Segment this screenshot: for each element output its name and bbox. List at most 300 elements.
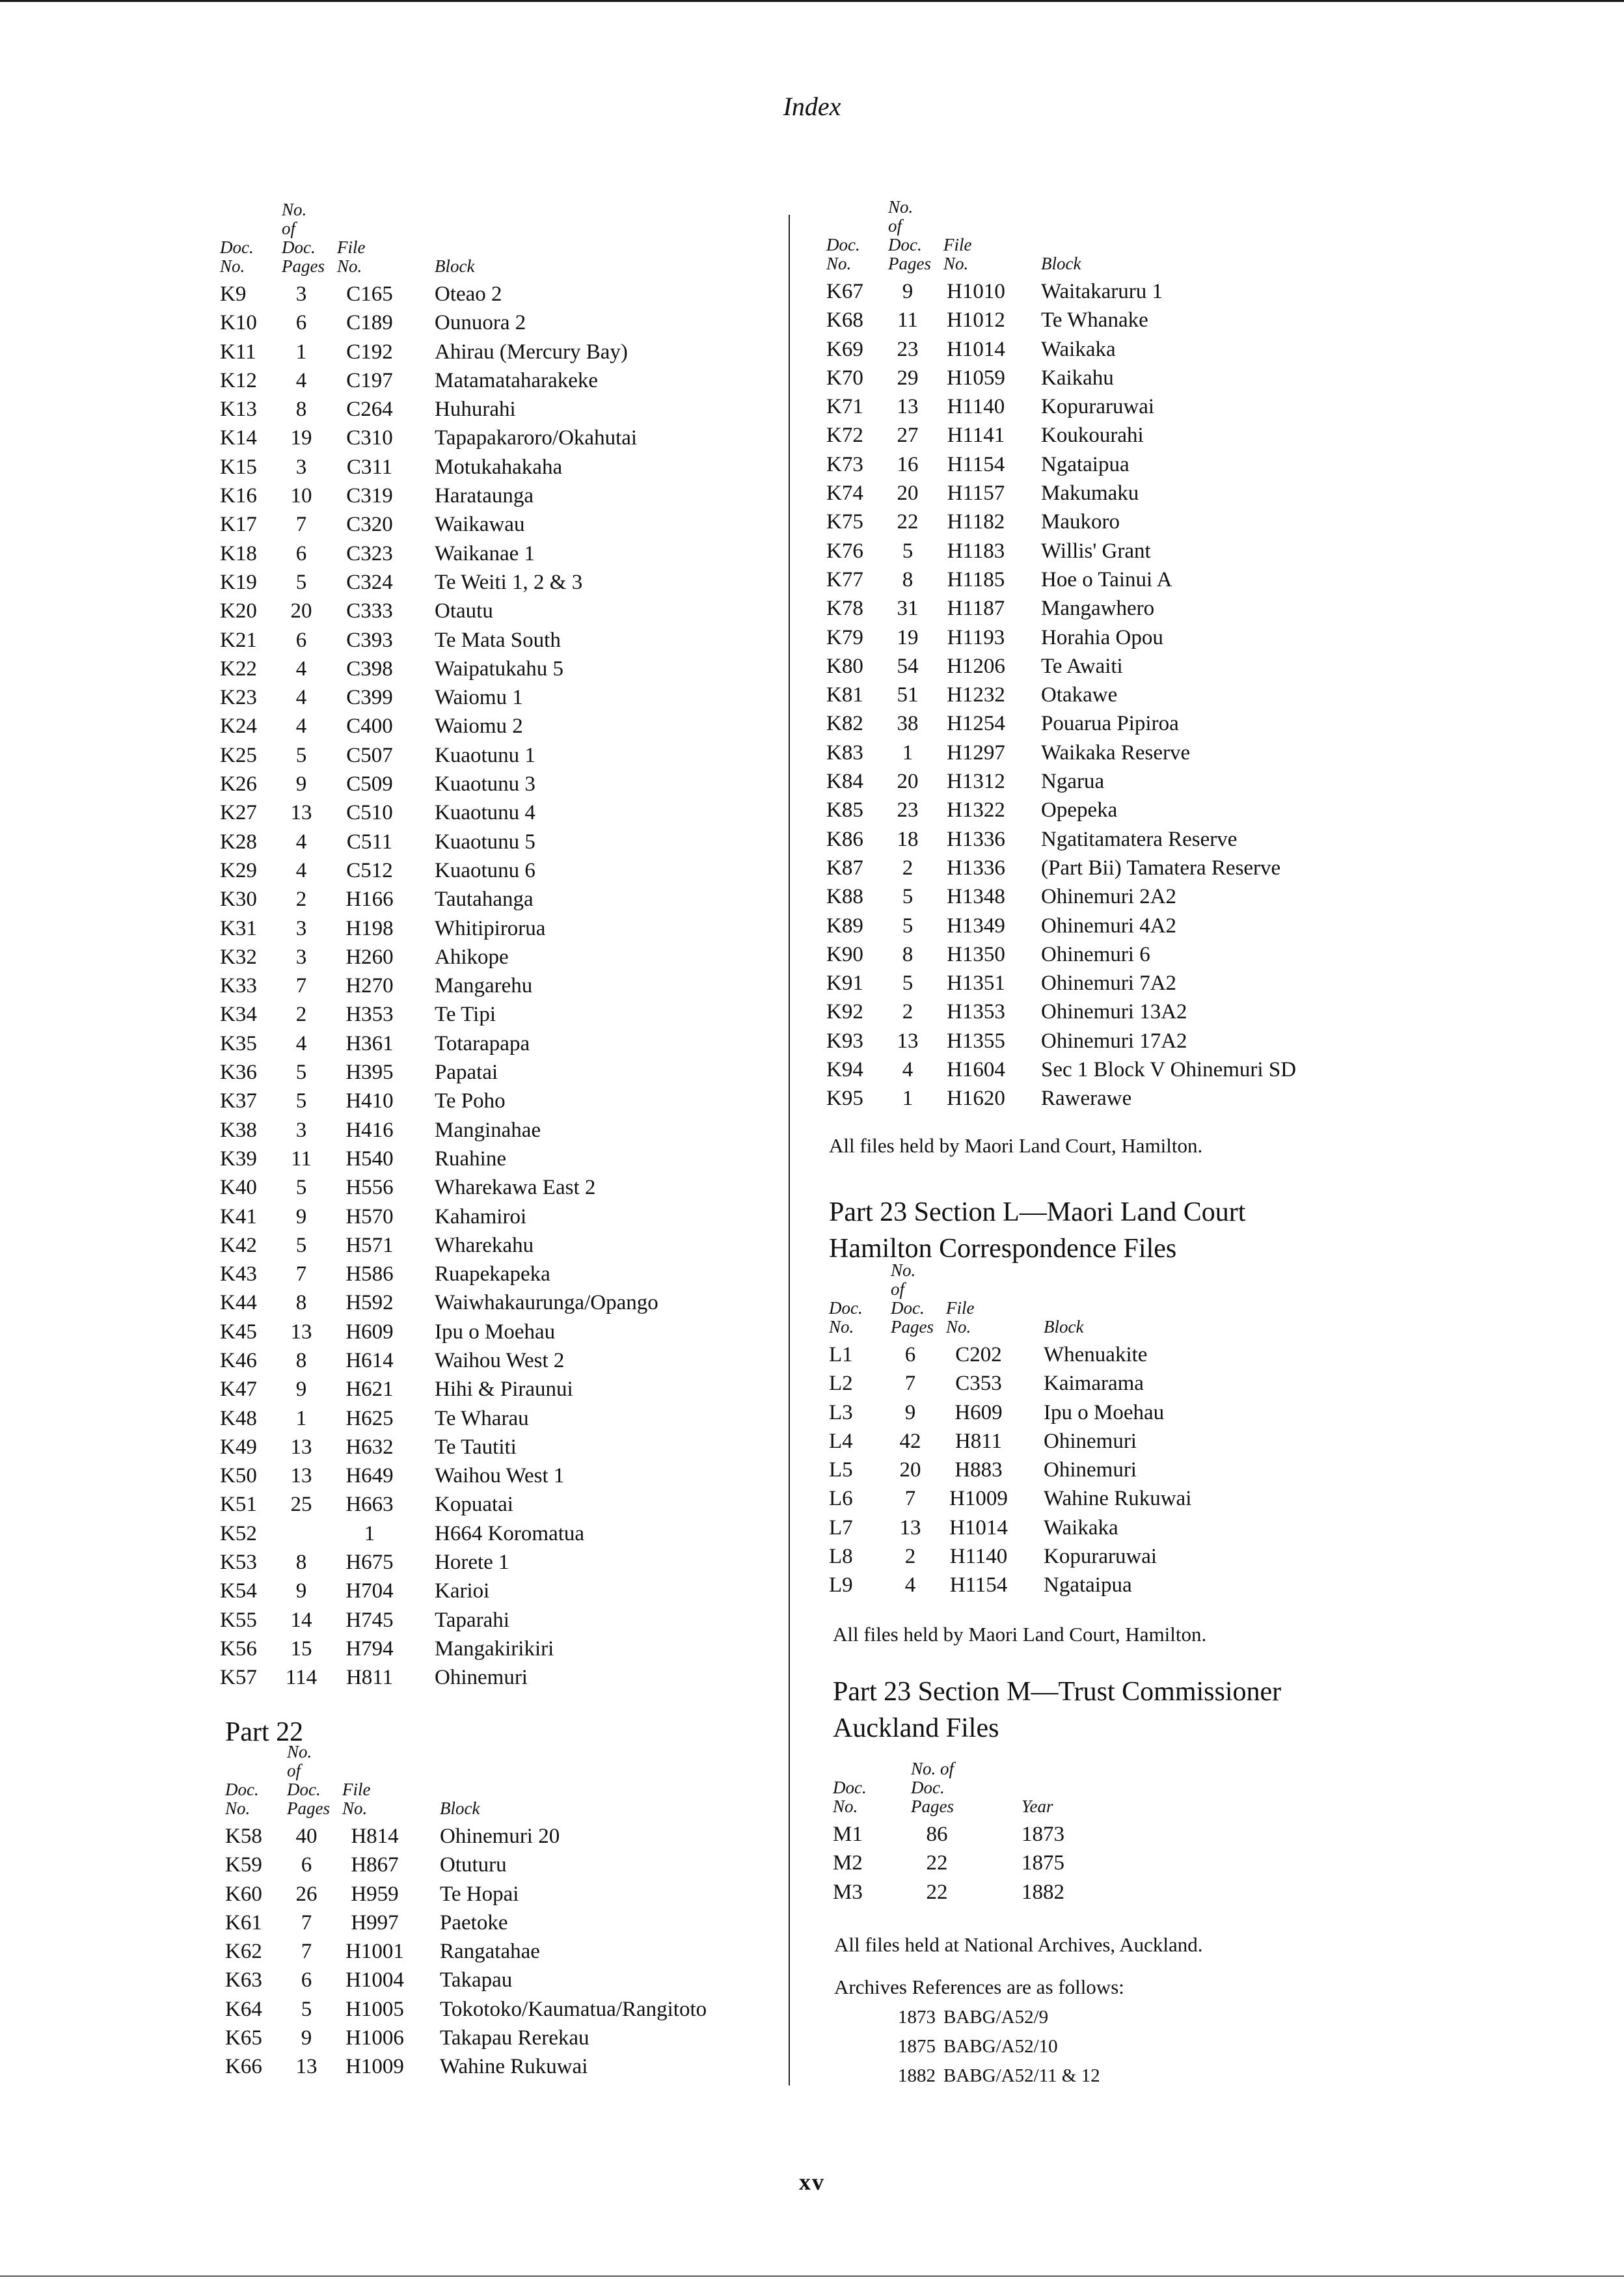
cell-file-no: H621 bbox=[345, 1378, 394, 1402]
cell-block: Wahine Rukuwai bbox=[440, 2055, 588, 2079]
cell-file-no: H1322 bbox=[947, 798, 1005, 822]
cell-doc-no: K18 bbox=[220, 541, 257, 565]
cell-block: Ahirau (Mercury Bay) bbox=[435, 340, 628, 364]
cell-file-no: C202 bbox=[955, 1343, 1002, 1366]
cell-doc-no: K64 bbox=[225, 1997, 262, 2021]
cell-year: 1875 bbox=[1022, 1851, 1064, 1875]
cell-doc-no: K55 bbox=[220, 1608, 257, 1632]
cell-block: H664 Koromatua bbox=[435, 1521, 585, 1545]
cell-block: Hihi & Piraunui bbox=[435, 1378, 573, 1402]
cell-file-no: H1206 bbox=[947, 654, 1005, 678]
cell-file-no: H1012 bbox=[947, 308, 1005, 333]
cell-block: Waikanae 1 bbox=[435, 541, 535, 565]
cell-doc-no: K48 bbox=[220, 1406, 257, 1430]
cell-pages: 2 bbox=[902, 1000, 914, 1024]
cell-pages: 25 bbox=[290, 1493, 312, 1517]
cell-block: Rangatahae bbox=[440, 1940, 540, 1964]
cell-block: Oteao 2 bbox=[435, 282, 502, 306]
cell-block: Horahia Opou bbox=[1041, 625, 1163, 649]
cell-block: Kuaotunu 1 bbox=[435, 743, 535, 767]
cell-doc-no: K80 bbox=[826, 654, 863, 678]
table-row bbox=[826, 969, 1477, 998]
cell-doc-no: K74 bbox=[826, 482, 863, 506]
archives-reference-code: BABG/A52/10 bbox=[943, 2036, 1058, 2057]
table-row bbox=[826, 335, 1477, 364]
cell-doc-no: K66 bbox=[225, 2055, 262, 2079]
table-row bbox=[220, 539, 766, 568]
cell-file-no: H1182 bbox=[947, 510, 1005, 534]
cell-block: Totarapapa bbox=[435, 1031, 530, 1055]
k-left-header-row bbox=[220, 200, 766, 280]
cell-pages: 5 bbox=[902, 971, 914, 996]
cell-doc-no: K27 bbox=[220, 801, 257, 825]
table-row bbox=[220, 626, 766, 655]
cell-pages: 42 bbox=[899, 1429, 921, 1453]
k-left-header-block: Block bbox=[435, 256, 475, 276]
cell-file-no: H704 bbox=[345, 1579, 394, 1603]
cell-pages: 2 bbox=[295, 888, 307, 912]
cell-file-no: H540 bbox=[345, 1147, 394, 1171]
cell-block: Ngarua bbox=[1041, 770, 1105, 794]
cell-pages: 1 bbox=[295, 1406, 307, 1430]
cell-pages: 29 bbox=[897, 366, 919, 390]
table-row bbox=[220, 1318, 766, 1346]
cell-pages: 7 bbox=[295, 513, 307, 537]
cell-file-no: H867 bbox=[351, 1853, 399, 1877]
cell-block: Ohinemuri 7A2 bbox=[1041, 971, 1177, 996]
table-row bbox=[220, 1606, 766, 1635]
part22-header-file-no: File No. bbox=[342, 1780, 371, 1818]
cell-block: Ohinemuri bbox=[1044, 1429, 1137, 1453]
table-row bbox=[826, 1027, 1477, 1055]
cell-file-no: H1010 bbox=[947, 280, 1005, 303]
cell-pages: 86 bbox=[926, 1823, 948, 1846]
table-row bbox=[220, 338, 766, 366]
cell-doc-no: K12 bbox=[220, 368, 257, 392]
cell-block: Papatai bbox=[435, 1061, 498, 1085]
cell-file-no: H959 bbox=[351, 1882, 399, 1906]
cell-pages: 10 bbox=[290, 484, 312, 508]
cell-file-no: C512 bbox=[346, 858, 393, 882]
table-row bbox=[220, 655, 766, 683]
cell-block: Ounuora 2 bbox=[435, 311, 526, 335]
cell-file-no: C310 bbox=[346, 426, 393, 450]
cell-file-no: H814 bbox=[351, 1825, 399, 1848]
cell-file-no: H1349 bbox=[947, 914, 1005, 938]
cell-file-no: C511 bbox=[346, 830, 393, 854]
part22-header-row bbox=[225, 1742, 772, 1822]
cell-pages: 22 bbox=[926, 1851, 948, 1875]
cell-block: Ohinemuri 6 bbox=[1041, 942, 1150, 966]
cell-file-no: C399 bbox=[346, 686, 393, 710]
cell-file-no: H556 bbox=[345, 1176, 394, 1200]
table-row bbox=[826, 1084, 1477, 1113]
cell-block: Tokotoko/Kaumatua/Rangitoto bbox=[440, 1997, 707, 2021]
cell-block: Horete 1 bbox=[435, 1551, 509, 1575]
cell-file-no: H416 bbox=[345, 1118, 394, 1142]
cell-doc-no: K81 bbox=[826, 683, 863, 707]
cell-doc-no: L9 bbox=[829, 1573, 853, 1597]
cell-doc-no: K67 bbox=[826, 280, 863, 303]
cell-doc-no: K40 bbox=[220, 1176, 257, 1200]
cell-doc-no: K47 bbox=[220, 1378, 257, 1402]
table-row bbox=[826, 565, 1477, 594]
cell-pages: 19 bbox=[290, 426, 312, 450]
cell-doc-no: K90 bbox=[826, 942, 863, 966]
cell-pages: 4 bbox=[295, 657, 307, 681]
cell-doc-no: K34 bbox=[220, 1003, 257, 1027]
table-row bbox=[829, 1571, 1480, 1599]
table-row bbox=[220, 828, 766, 856]
cell-file-no: C319 bbox=[346, 484, 393, 508]
cell-file-no: H1014 bbox=[947, 337, 1005, 361]
table-row bbox=[220, 1260, 766, 1288]
cell-file-no: H1001 bbox=[345, 1940, 404, 1964]
cell-file-no: H1154 bbox=[949, 1573, 1008, 1597]
cell-pages: 22 bbox=[897, 510, 919, 534]
cell-doc-no: K23 bbox=[220, 686, 257, 710]
table-row bbox=[220, 741, 766, 770]
cell-doc-no: K32 bbox=[220, 945, 257, 969]
archives-reference-year: 1873 bbox=[898, 2007, 936, 2028]
table-row bbox=[826, 912, 1477, 940]
cell-file-no: H395 bbox=[345, 1061, 394, 1085]
k-left-header-doc-no: Doc. No. bbox=[220, 238, 254, 276]
cell-file-no: H649 bbox=[345, 1464, 394, 1488]
cell-block: Whenuakite bbox=[1044, 1343, 1148, 1366]
table-row bbox=[833, 1878, 1288, 1907]
cell-pages: 5 bbox=[295, 1176, 307, 1200]
cell-pages: 4 bbox=[295, 686, 307, 710]
cell-doc-no: K33 bbox=[220, 974, 257, 998]
cell-pages: 2 bbox=[902, 856, 914, 880]
table-row bbox=[225, 1851, 772, 1879]
cell-block: Waiomu 2 bbox=[435, 714, 523, 739]
table-row bbox=[225, 1880, 772, 1908]
cell-block: Te Wharau bbox=[435, 1406, 529, 1430]
cell-block: Ipu o Moehau bbox=[435, 1320, 556, 1344]
cell-file-no: H663 bbox=[345, 1493, 394, 1517]
cell-pages: 13 bbox=[897, 395, 919, 419]
cell-block: Te Hopai bbox=[440, 1882, 519, 1906]
table-row bbox=[220, 1461, 766, 1490]
table-row bbox=[826, 739, 1477, 767]
cell-pages: 23 bbox=[897, 798, 919, 822]
cell-block: Ruahine bbox=[435, 1147, 506, 1171]
cell-doc-no: K72 bbox=[826, 424, 863, 448]
cell-doc-no: K69 bbox=[826, 337, 863, 361]
cell-doc-no: K17 bbox=[220, 513, 257, 537]
cell-pages: 2 bbox=[295, 1003, 307, 1027]
cell-doc-no: K20 bbox=[220, 599, 257, 623]
cell-doc-no: K73 bbox=[826, 452, 863, 476]
cell-doc-no: L5 bbox=[829, 1458, 853, 1482]
cell-file-no: H260 bbox=[345, 945, 394, 969]
cell-doc-no: K24 bbox=[220, 714, 257, 739]
cell-file-no: H1140 bbox=[949, 1545, 1008, 1569]
cell-doc-no: K95 bbox=[826, 1087, 863, 1111]
cell-file-no: H1193 bbox=[947, 625, 1005, 649]
table-row bbox=[220, 1116, 766, 1145]
cell-doc-no: L4 bbox=[829, 1429, 853, 1453]
archives-reference bbox=[898, 2061, 1100, 2091]
cell-pages: 9 bbox=[902, 280, 914, 303]
table-row bbox=[220, 280, 766, 308]
cell-block: Kopuatai bbox=[435, 1493, 513, 1517]
cell-pages: 5 bbox=[902, 885, 914, 909]
table-row bbox=[826, 940, 1477, 969]
cell-pages: 38 bbox=[897, 712, 919, 736]
note-maori-land-court-1: All files held by Maori Land Court, Hamilton. bbox=[829, 1134, 1203, 1157]
cell-file-no: H1254 bbox=[947, 712, 1005, 736]
k-right-header-row bbox=[826, 197, 1477, 277]
cell-block: Ohinemuri 2A2 bbox=[1041, 885, 1177, 909]
cell-pages: 16 bbox=[897, 452, 919, 476]
cell-file-no: C264 bbox=[346, 398, 393, 422]
cell-doc-no: K92 bbox=[826, 1000, 863, 1024]
cell-block: Karioi bbox=[435, 1579, 490, 1603]
cell-file-no: H1157 bbox=[947, 482, 1005, 506]
cell-file-no: C323 bbox=[346, 541, 393, 565]
table-row bbox=[220, 943, 766, 971]
table-row bbox=[826, 652, 1477, 681]
cell-block: Waikaka bbox=[1044, 1515, 1118, 1540]
cell-doc-no: K86 bbox=[826, 827, 863, 851]
k-right-header-doc-no: Doc. No. bbox=[826, 235, 860, 273]
cell-pages: 54 bbox=[897, 654, 919, 678]
cell-doc-no: K14 bbox=[220, 426, 257, 450]
cell-doc-no: L6 bbox=[829, 1487, 853, 1511]
cell-block: Otakawe bbox=[1041, 683, 1118, 707]
cell-block: Ohinemuri bbox=[1044, 1458, 1137, 1482]
cell-block: Ahikope bbox=[435, 945, 509, 969]
cell-file-no: H811 bbox=[345, 1666, 394, 1690]
cell-doc-no: K13 bbox=[220, 398, 257, 422]
cell-doc-no: K43 bbox=[220, 1262, 257, 1286]
cell-pages: 6 bbox=[301, 1968, 312, 1992]
table-row bbox=[220, 1577, 766, 1605]
cell-file-no: H609 bbox=[954, 1400, 1003, 1424]
cell-file-no: H198 bbox=[345, 916, 394, 940]
cell-pages: 13 bbox=[899, 1515, 921, 1540]
table-row bbox=[220, 1288, 766, 1317]
cell-doc-no: K77 bbox=[826, 567, 863, 591]
part22-header-doc-no: Doc. No. bbox=[225, 1780, 259, 1818]
cell-block: Ngatitamatera Reserve bbox=[1041, 827, 1238, 851]
cell-block: Ngataipua bbox=[1041, 452, 1130, 476]
cell-pages: 20 bbox=[290, 599, 312, 623]
cell-block: Ipu o Moehau bbox=[1044, 1400, 1165, 1424]
part22-header-block: Block bbox=[440, 1799, 480, 1818]
cell-file-no: C510 bbox=[346, 801, 393, 825]
table-row bbox=[220, 1145, 766, 1173]
cell-doc-no: K21 bbox=[220, 628, 257, 652]
cell-file-no: H410 bbox=[345, 1089, 394, 1113]
cell-doc-no: K70 bbox=[826, 366, 863, 390]
cell-pages: 20 bbox=[899, 1458, 921, 1482]
cell-file-no: H997 bbox=[351, 1910, 399, 1935]
cell-doc-no: K59 bbox=[225, 1853, 262, 1877]
cell-pages: 11 bbox=[897, 308, 918, 333]
cell-pages: 4 bbox=[902, 1058, 914, 1082]
cell-block: (Part Bii) Tamatera Reserve bbox=[1041, 856, 1281, 880]
cell-file-no: H1006 bbox=[345, 2026, 404, 2050]
cell-block: Maukoro bbox=[1041, 510, 1120, 534]
cell-file-no: C320 bbox=[346, 513, 393, 537]
table-row bbox=[220, 770, 766, 798]
cell-doc-no: K61 bbox=[225, 1910, 262, 1935]
cell-pages: 31 bbox=[897, 597, 919, 621]
table-row bbox=[826, 364, 1477, 392]
cell-file-no: H1620 bbox=[947, 1087, 1005, 1111]
cell-block: Kopuraruwai bbox=[1041, 395, 1155, 419]
index-table-part22 bbox=[225, 1742, 772, 2082]
cell-doc-no: K41 bbox=[220, 1204, 257, 1229]
table-row bbox=[225, 1966, 772, 1994]
cell-file-no: H571 bbox=[345, 1233, 394, 1257]
cell-file-no: C353 bbox=[955, 1372, 1002, 1396]
cell-doc-no: K37 bbox=[220, 1089, 257, 1113]
cell-year: 1873 bbox=[1022, 1823, 1064, 1846]
table-row bbox=[220, 1375, 766, 1404]
cell-file-no: H1005 bbox=[345, 1997, 404, 2021]
cell-doc-no: K76 bbox=[826, 539, 863, 563]
cell-doc-no: K79 bbox=[826, 625, 863, 649]
section-l-header-block: Block bbox=[1044, 1317, 1084, 1337]
cell-block: Ohinemuri 13A2 bbox=[1041, 1000, 1187, 1024]
cell-file-no: H1232 bbox=[947, 683, 1005, 707]
cell-pages: 5 bbox=[301, 1997, 312, 2021]
table-row bbox=[220, 424, 766, 452]
cell-doc-no: K45 bbox=[220, 1320, 257, 1344]
section-m-title bbox=[833, 1674, 1281, 1746]
cell-file-no: 1 bbox=[364, 1521, 375, 1545]
k-right-header-pages: No. of Doc. Pages bbox=[888, 197, 931, 273]
cell-file-no: H1336 bbox=[947, 827, 1005, 851]
archives-references-title: Archives References are as follows: bbox=[834, 1976, 1124, 1998]
table-row bbox=[225, 2052, 772, 2081]
table-row bbox=[220, 798, 766, 827]
cell-doc-no: K52 bbox=[220, 1521, 257, 1545]
index-table-section-m bbox=[833, 1755, 1288, 1907]
cell-doc-no: K49 bbox=[220, 1435, 257, 1459]
cell-doc-no: K39 bbox=[220, 1147, 257, 1171]
cell-doc-no: K58 bbox=[225, 1825, 262, 1848]
cell-file-no: H1353 bbox=[947, 1000, 1005, 1024]
cell-pages: 14 bbox=[290, 1608, 312, 1632]
cell-file-no: C197 bbox=[346, 368, 393, 392]
table-row bbox=[829, 1514, 1480, 1542]
cell-block: Matamataharakeke bbox=[435, 368, 599, 392]
cell-doc-no: K88 bbox=[826, 885, 863, 909]
cell-block: Waiwhakaurunga/Opango bbox=[435, 1291, 658, 1315]
cell-pages: 3 bbox=[295, 455, 307, 479]
cell-pages: 11 bbox=[291, 1147, 312, 1171]
table-row bbox=[826, 882, 1477, 911]
cell-file-no: C393 bbox=[346, 628, 393, 652]
table-row bbox=[220, 1231, 766, 1260]
table-row bbox=[826, 1055, 1477, 1084]
cell-block: Makumaku bbox=[1041, 482, 1139, 506]
table-row bbox=[220, 712, 766, 740]
cell-file-no: H1009 bbox=[345, 2055, 404, 2079]
section-m-title-line1: Part 23 Section M—Trust Commissioner bbox=[833, 1677, 1282, 1707]
cell-block: Wahine Rukuwai bbox=[1044, 1487, 1192, 1511]
cell-doc-no: K87 bbox=[826, 856, 863, 880]
index-table-k67-k95 bbox=[826, 197, 1477, 1113]
page-header: Index bbox=[783, 92, 841, 121]
cell-file-no: H1141 bbox=[947, 424, 1005, 448]
table-row bbox=[225, 1995, 772, 2024]
cell-block: Kuaotunu 4 bbox=[435, 801, 535, 825]
cell-doc-no: K42 bbox=[220, 1233, 257, 1257]
table-row bbox=[220, 1519, 766, 1548]
cell-block: Ruapekapeka bbox=[435, 1262, 550, 1286]
cell-doc-no: M2 bbox=[833, 1851, 863, 1875]
cell-pages: 4 bbox=[904, 1573, 916, 1597]
table-row bbox=[826, 594, 1477, 623]
cell-doc-no: L8 bbox=[829, 1545, 853, 1569]
cell-file-no: H586 bbox=[345, 1262, 394, 1286]
section-l-header-pages: No. of Doc. Pages bbox=[891, 1260, 934, 1337]
cell-block: Motukahakaha bbox=[435, 455, 563, 479]
table-row bbox=[829, 1484, 1480, 1513]
cell-block: Sec 1 Block V Ohinemuri SD bbox=[1041, 1058, 1297, 1082]
cell-doc-no: K15 bbox=[220, 455, 257, 479]
table-row bbox=[220, 1635, 766, 1663]
cell-pages: 15 bbox=[290, 1637, 312, 1661]
top-border-rule bbox=[0, 0, 1624, 2]
cell-pages: 20 bbox=[897, 770, 919, 794]
cell-pages: 13 bbox=[290, 1435, 312, 1459]
table-row bbox=[220, 1058, 766, 1087]
cell-file-no: H1187 bbox=[947, 597, 1005, 621]
section-m-header-row bbox=[833, 1755, 1288, 1820]
cell-pages: 6 bbox=[301, 1853, 312, 1877]
cell-block: Waikaka bbox=[1041, 337, 1116, 361]
cell-block: Ohinemuri 17A2 bbox=[1041, 1029, 1187, 1053]
section-l-title-line1: Part 23 Section L—Maori Land Court bbox=[829, 1197, 1246, 1227]
table-row bbox=[225, 1937, 772, 1966]
cell-pages: 7 bbox=[301, 1910, 312, 1935]
cell-block: Takapau bbox=[440, 1968, 513, 1992]
cell-doc-no: K26 bbox=[220, 772, 257, 796]
table-row bbox=[220, 1029, 766, 1058]
cell-doc-no: K56 bbox=[220, 1637, 257, 1661]
cell-pages: 9 bbox=[295, 1204, 307, 1229]
section-l-header-doc-no: Doc. No. bbox=[829, 1298, 863, 1337]
table-row bbox=[220, 597, 766, 625]
cell-doc-no: K30 bbox=[220, 888, 257, 912]
cell-doc-no: K91 bbox=[826, 971, 863, 996]
cell-pages: 8 bbox=[902, 567, 914, 591]
table-row bbox=[220, 1000, 766, 1029]
table-row bbox=[829, 1542, 1480, 1571]
table-row bbox=[225, 2024, 772, 2052]
cell-pages: 3 bbox=[295, 916, 307, 940]
table-row bbox=[826, 767, 1477, 796]
cell-doc-no: K54 bbox=[220, 1579, 257, 1603]
cell-pages: 4 bbox=[295, 1031, 307, 1055]
archives-reference-code: BABG/A52/11 & 12 bbox=[943, 2065, 1100, 2086]
cell-pages: 4 bbox=[295, 858, 307, 882]
cell-pages: 9 bbox=[904, 1400, 916, 1424]
cell-file-no: H592 bbox=[345, 1291, 394, 1315]
table-row bbox=[220, 568, 766, 597]
cell-pages: 8 bbox=[295, 398, 307, 422]
cell-doc-no: K84 bbox=[826, 770, 863, 794]
table-row bbox=[220, 1202, 766, 1231]
